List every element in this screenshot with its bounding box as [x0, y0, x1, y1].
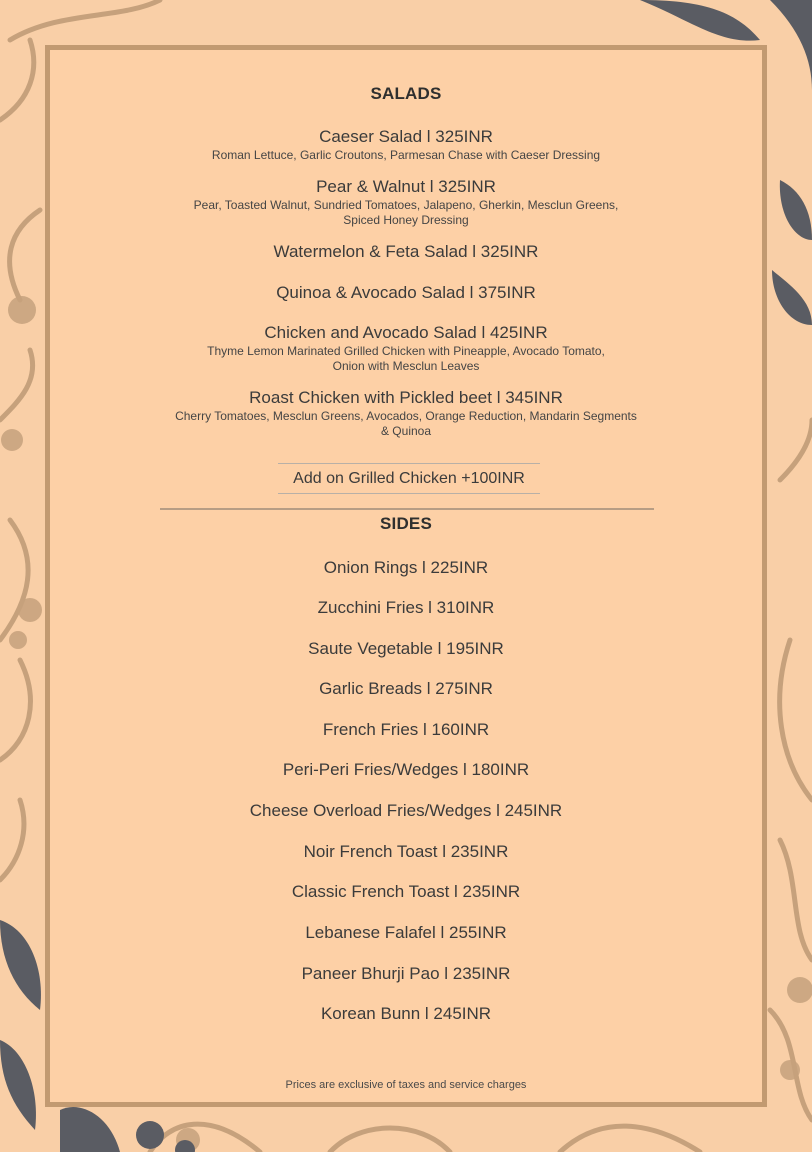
salad-item [50, 388, 762, 439]
salad-item-title: Roast Chicken with Pickled beet l 345INR [249, 388, 563, 407]
salad-item-desc: Spiced Honey Dressing [343, 213, 469, 227]
salad-item [50, 323, 762, 374]
side-item: French Fries l 160INR [322, 720, 490, 739]
side-item: Onion Rings l 225INR [323, 558, 489, 577]
salad-item-desc: Cherry Tomatoes, Mesclun Greens, Avocados, Orange Reduction, Mandarin Segments [175, 409, 637, 423]
side-item: Noir French Toast l 235INR [303, 842, 509, 861]
addon-grilled-chicken: Add on Grilled Chicken +100INR [278, 463, 540, 494]
pricing-note: Prices are exclusive of taxes and service charges [285, 1079, 527, 1091]
salad-item-desc: Thyme Lemon Marinated Grilled Chicken with Pineapple, Avocado Tomato, [207, 344, 605, 358]
salad-item-desc: Pear, Toasted Walnut, Sundried Tomatoes, Jalapeno, Gherkin, Mesclun Greens, [193, 198, 619, 212]
side-item: Cheese Overload Fries/Wedges l 245INR [249, 801, 563, 820]
section-divider [160, 508, 654, 510]
side-item: Paneer Bhurji Pao l 235INR [301, 964, 511, 983]
salad-item-title: Quinoa & Avocado Salad l 375INR [276, 283, 536, 302]
side-item: Zucchini Fries l 310INR [317, 598, 495, 617]
salad-item [50, 177, 762, 228]
side-item: Saute Vegetable l 195INR [308, 639, 504, 658]
salad-item [50, 283, 762, 303]
salad-item-title: Caeser Salad l 325INR [319, 127, 493, 146]
salad-item-desc: & Quinoa [380, 424, 432, 438]
salad-item [50, 242, 762, 262]
sides-heading: SIDES [379, 514, 433, 533]
side-item: Peri-Peri Fries/Wedges l 180INR [282, 760, 530, 779]
salad-item-title: Chicken and Avocado Salad l 425INR [264, 323, 548, 342]
salad-item-title: Watermelon & Feta Salad l 325INR [273, 242, 539, 261]
side-item: Korean Bunn l 245INR [320, 1004, 492, 1023]
salad-item [50, 127, 762, 163]
side-item: Classic French Toast l 235INR [291, 882, 521, 901]
salad-item-desc: Roman Lettuce, Garlic Croutons, Parmesan Chase with Caeser Dressing [211, 148, 601, 162]
side-item: Garlic Breads l 275INR [319, 679, 493, 698]
menu-card [45, 45, 767, 1107]
side-item: Lebanese Falafel l 255INR [305, 923, 507, 942]
salad-item-desc: Onion with Mesclun Leaves [332, 359, 480, 373]
salads-heading: SALADS [370, 84, 442, 103]
salad-item-title: Pear & Walnut l 325INR [316, 177, 496, 196]
